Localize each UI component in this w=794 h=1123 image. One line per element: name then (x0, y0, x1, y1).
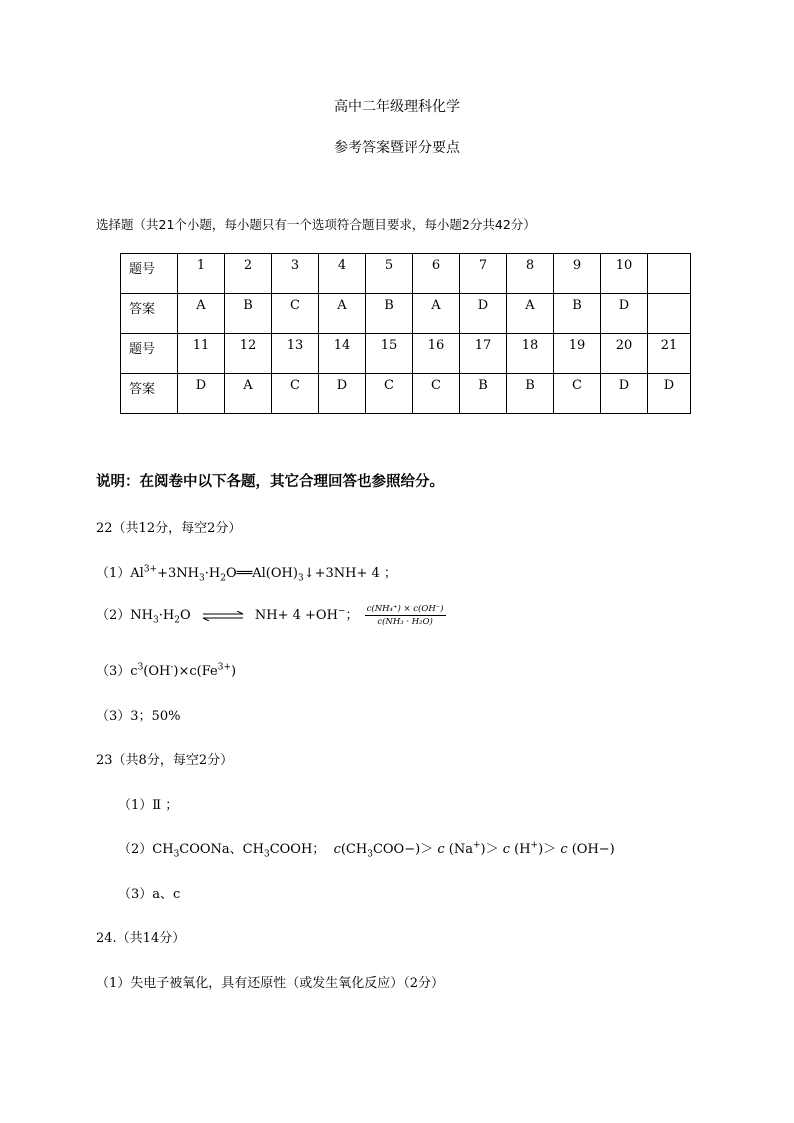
answer-cell: A (507, 294, 554, 334)
answer-table (120, 253, 691, 414)
q22-part3: $(3)c^3(OH^-)\times c(Fe^{3+})$ (96, 662, 237, 679)
answer-cell: D (601, 374, 648, 414)
row-label-number: 题号 (121, 334, 178, 374)
answer-cell: A (225, 374, 272, 414)
number-cell (648, 254, 691, 294)
number-cell: 12 (225, 334, 272, 374)
answer-cell: D (178, 374, 225, 414)
equilibrium-constant-fraction: $\frac{\text{c(NH₄⁺) × c(OH⁻)}}{\text{c(NH₃ · H₂O)}}$ (366, 604, 444, 627)
answer-cell: A (413, 294, 460, 334)
number-cell: 13 (272, 334, 319, 374)
answer-cell: C (272, 294, 319, 334)
q23-part2: $(2)CH_3COONa$、$CH_3COOH$； $c(CH_3COO-)> c$ (Na+)＞ c (H+)＞ c (OH−) (118, 840, 615, 860)
number-cell: 18 (507, 334, 554, 374)
number-cell: 21 (648, 334, 691, 374)
row-label-answer: 答案 (121, 374, 178, 414)
q22-heading: 22（共12分，每空2分） (96, 521, 242, 536)
table-row (121, 374, 691, 414)
answer-cell: B (225, 294, 272, 334)
answer-cell: D (601, 294, 648, 334)
number-cell: 20 (601, 334, 648, 374)
equilibrium-arrow-icon (201, 611, 245, 621)
q23-part1: （1）Ⅱ ； (118, 798, 179, 813)
answer-cell: C (272, 374, 319, 414)
answer-cell: A (319, 294, 366, 334)
number-cell: 5 (366, 254, 413, 294)
number-cell: 17 (460, 334, 507, 374)
table-row (121, 334, 691, 374)
number-cell: 2 (225, 254, 272, 294)
answer-cell: C (554, 374, 601, 414)
answer-cell: B (460, 374, 507, 414)
number-cell: 7 (460, 254, 507, 294)
answer-cell: C (366, 374, 413, 414)
number-cell: 4 (319, 254, 366, 294)
answer-cell: B (507, 374, 554, 414)
number-cell: 3 (272, 254, 319, 294)
row-label-answer: 答案 (121, 294, 178, 334)
q23-part3: （3）a、c (118, 887, 181, 902)
q24-heading: 24.（共14分） (96, 931, 186, 946)
q22-part2: $(2)NH_3\cdot H_2O$ NH+ 4 +OH−； $\frac{\text{c(NH₄⁺) × c(OH⁻)}}{\text{c(NH₃ · H₂O)}}$ (96, 604, 444, 627)
q24-part1: （1）失电子被氧化，具有还原性（或发生氧化反应）（2分） (96, 976, 445, 991)
answer-cell: D (460, 294, 507, 334)
answer-cell: C (413, 374, 460, 414)
number-cell: 11 (178, 334, 225, 374)
number-cell: 16 (413, 334, 460, 374)
number-cell: 8 (507, 254, 554, 294)
table-row (121, 294, 691, 334)
page-title: 高中二年级理科化学 (334, 99, 460, 115)
answer-cell (648, 294, 691, 334)
answer-cell: D (648, 374, 691, 414)
table-row (121, 254, 691, 294)
number-cell: 15 (366, 334, 413, 374)
q22-part4: （3）3；50% (96, 709, 181, 724)
page-subtitle: 参考答案暨评分要点 (334, 140, 460, 156)
q22-part1: $(1)Al^{3+}+3NH_3\cdot H_2O══Al(OH)_3↓+3NH+ 4$ ； (96, 564, 397, 584)
number-cell: 10 (601, 254, 648, 294)
q23-heading: 23（共8分，每空2分） (96, 753, 234, 768)
grading-statement: 说明：在阅卷中以下各题，其它合理回答也参照给分。 (96, 474, 444, 490)
number-cell: 1 (178, 254, 225, 294)
row-label-number: 题号 (121, 254, 178, 294)
answer-cell: B (554, 294, 601, 334)
number-cell: 9 (554, 254, 601, 294)
number-cell: 6 (413, 254, 460, 294)
answer-cell: D (319, 374, 366, 414)
number-cell: 19 (554, 334, 601, 374)
number-cell: 14 (319, 334, 366, 374)
mcq-intro: 选择题（共21个小题，每小题只有一个选项符合题目要求，每小题2分共42分） (96, 217, 536, 232)
answer-cell: A (178, 294, 225, 334)
answer-cell: B (366, 294, 413, 334)
